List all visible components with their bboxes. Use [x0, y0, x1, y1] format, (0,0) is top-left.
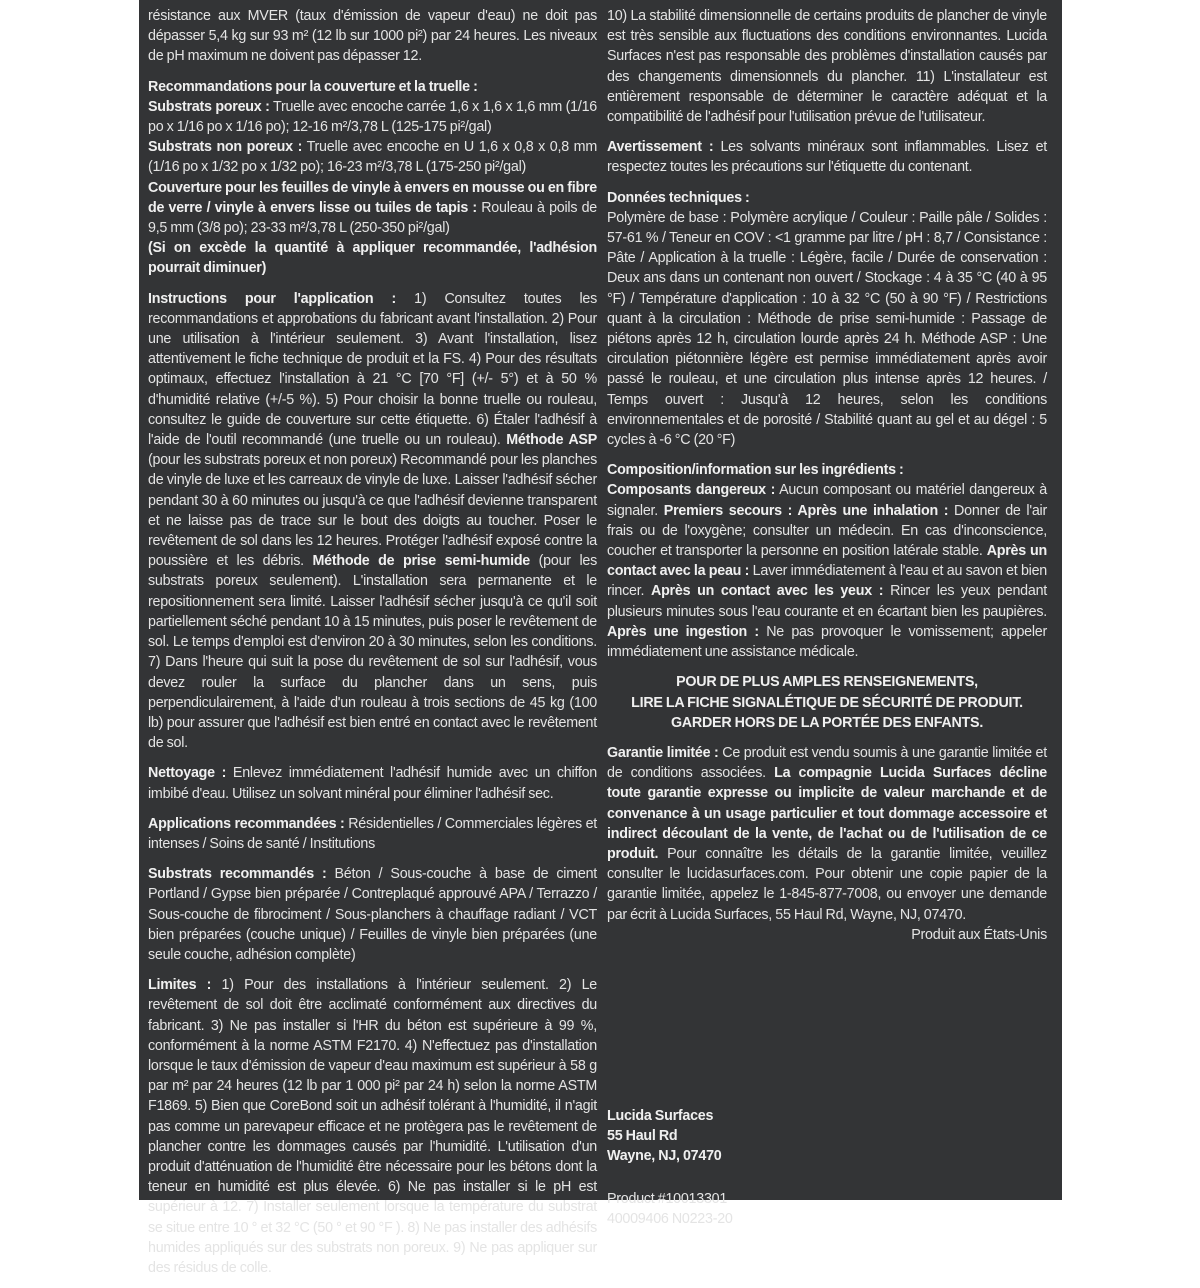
- coverage-section: [148, 77, 597, 279]
- eye-contact-text: Rincer les yeux pendant plusieurs minutes sous l'eau courante et en écartant bien les paupières.: [607, 583, 1047, 620]
- cleanup-label: Nettoyage :: [148, 765, 227, 782]
- safety-notice: [607, 672, 1047, 733]
- tech-data-text: Polymère de base : Polymère acrylique / Couleur : Paille pâle / Solides : 57-61 % / Teneur en COV : <1 gramme par litre / pH : 8,7 / Consistance : Pâte / Application à la truelle : Légère, facile / Durée de conservation : Deux ans dans un contenant non ouvert / Stockage : 4 à 35 °C (40 à 95 °F) / Température d'application : 10 à 32 °C (50 à 90 °F) / Restrictions quant à la circulation : Méthode de prise semi-humide : Passage de piétons après 12 h, circulation lourde après 24 h. Méthode ASP : Une circulation piétonnière légère est permise immédiatement après avoir passé le rouleau, et une circulation plus intense après 12 heures. / Temps ouvert : Jusqu'à 12 heures, selon les conditions environnementales et de porosité / Stabilité quant au gel et au dégel : 5 cycles à -6 °C (20 °F): [607, 209, 1047, 449]
- dangerous-text: Aucun composant ou matériel dangereux à signaler.: [607, 482, 1047, 519]
- address-line-1: Lucida Surfaces: [607, 1107, 714, 1124]
- coverage-heading: Recommandations pour la couverture et la truelle :: [148, 78, 478, 95]
- left-column: [148, 6, 597, 1288]
- composition-section: [607, 460, 1047, 662]
- ingestion-text: Ne pas provoquer le vomissement; appeler immédiatement une assistance médicale.: [607, 623, 1047, 661]
- nonporous-text: Truelle avec encoche en U 1,6 x 0,8 x 0,8 mm (1/16 po x 1/32 po x 1/32 po); 16-23 m²/3,78 L (175-250 pi²/gal): [148, 139, 597, 176]
- limits-label: Limites :: [148, 977, 212, 994]
- warning-paragraph: [607, 137, 1047, 177]
- sheet-text: Rouleau à poils de 9,5 mm (3/8 po); 23-33 m²/3,78 L (250-350 pi²/gal): [148, 199, 597, 237]
- skin-contact-text: Laver immédiatement à l'eau et au savon et bien rincer.: [607, 563, 1047, 600]
- right-column: [607, 6, 1047, 1229]
- instructions-text-1: 1) Consultez toutes les recommandations et approbations du fabricant avant l'installation. 2) Pour une utilisation à l'intérieur seulement. 3) Avant l'installation, lisez attentivement le fiche technique de produit et la FS. 4) Pour des résultats optimaux, effectuez l'installation à 21 °C [70 °F] (+/- 5°) et à 50 % d'humidité relative (+/-5 %). 5) Pour choisir la bonne truelle ou rouleau, consultez le guide de couverture sur cette étiquette. 6) Étaler l'adhésif à l'aide de l'outil recommandé (une truelle ou un rouleau).: [148, 290, 598, 449]
- address-line-3: Wayne, NJ, 07470: [607, 1148, 722, 1165]
- ingestion-label: Après une ingestion :: [607, 623, 759, 640]
- sheet-paragraph: [148, 178, 597, 239]
- label-panel: [139, 0, 1062, 1276]
- intro-paragraph: résistance aux MVER (taux d'émission de vapeur d'eau) ne doit pas dépasser 5,4 kg sur 93 m² (12 lb sur 1000 pi²) par 24 heures. Les niveaux de pH maximum ne doivent pas dépasser 12.: [148, 8, 597, 65]
- product-codes: [607, 1189, 1047, 1229]
- nonporous-label: Substrats non poreux :: [148, 139, 303, 156]
- composition-paragraph: [607, 480, 1047, 662]
- applications-text: Résidentielles / Commerciales légères et intenses / Soins de santé / Institutions: [148, 815, 598, 852]
- notice-line-1: POUR DE PLUS AMPLES RENSEIGNEMENTS,: [676, 674, 978, 691]
- first-aid-label: Premiers secours : Après une inhalation :: [663, 502, 949, 519]
- applications-label: Applications recommandées :: [148, 815, 345, 832]
- warranty-label: Garantie limitée :: [607, 744, 719, 761]
- product-number: Product #10013301: [607, 1190, 728, 1207]
- warranty-text-2: Pour connaître les détails de la garantie limitée, veuillez consulter le lucidasurfaces.com. Pour obtenir une copie papier de la garantie limitée, appelez le 1-845-877-7008, ou envoyer une demande par écrit à Lucida Surfaces, 55 Haul Rd, Wayne, NJ, 07470.: [607, 845, 1047, 923]
- instructions-label: Instructions pour l'application :: [148, 290, 397, 307]
- instructions-paragraph: [148, 289, 597, 754]
- warranty-section: [607, 743, 1047, 945]
- substrates-text: Béton / Sous-couche à base de ciment Portland / Gypse bien préparée / Contreplaqué approuvé APA / Terrazzo / Sous-couche de fibrociment / Sous-planchers à chauffage radiant / VCT bien préparées (couche unique) / Feuilles de vinyle bien préparées (une seule couche, adhésion complète): [148, 866, 597, 963]
- warning-label: Avertissement :: [607, 139, 714, 156]
- instructions-text-2: (pour les substrats poreux et non poreux) Recommandé pour les planches de vinyle de luxe et les carreaux de vinyle de luxe. Laisser l'adhésif sécher pendant 30 à 60 minutes ou jusqu'à ce que l'adhésif devienne transparent et ne laisse pas de trace sur le bout des doigts au toucher. Poser le revêtement de sol dans les 12 heures. Protéger l'adhésif exposé contre la poussière et les débris.: [148, 452, 597, 570]
- batch-code: 40009406 N0223-20: [607, 1210, 733, 1227]
- cleanup-paragraph: [148, 763, 597, 803]
- notice-line-2: LIRE LA FICHE SIGNALÉTIQUE DE SÉCURITÉ DE PRODUIT.: [631, 694, 1023, 711]
- substrates-paragraph: [148, 864, 597, 965]
- sheet-label: Couverture pour les feuilles de vinyle à envers en mousse ou en fibre de verre / vinyle à envers lisse ou tuiles de tapis :: [148, 179, 597, 216]
- warranty-disclaimer: La compagnie Lucida Surfaces décline toute garantie expresse ou implicite de valeur marchande et de convenance à un usage particulier et tout dommage accessoire et indirect découlant de la vente, de l'achat ou de l'utilisation de ce produit.: [607, 765, 1047, 862]
- first-aid-text: Donner de l'air frais ou de l'oxygène; consulter un médecin. En cas d'inconscience, coucher et transporter la personne en position latérale stable.: [607, 502, 1047, 560]
- porous-paragraph: [148, 97, 597, 137]
- cleanup-text: Enlevez immédiatement l'adhésif humide avec un chiffon imbibé d'eau. Utilisez un solvant minéral pour éliminer l'adhésif sec.: [148, 765, 597, 802]
- porous-text: Truelle avec encoche carrée 1,6 x 1,6 x 1,6 mm (1/16 po x 1/16 po x 1/16 po); 12-16 m²/3,78 L (125-175 pi²/gal): [148, 98, 597, 136]
- tech-data-section: [607, 188, 1047, 451]
- limits-continued-paragraph: 10) La stabilité dimensionnelle de certains produits de plancher de vinyle est très sensible aux fluctuations des conditions environnantes. Lucida Surfaces n'est pas responsable des problèmes d'installation causés par des changements dimensionnels du plancher. 11) L'installateur est entièrement responsable de déterminer le caractère adéquat et la compatibilité de l'adhésif pour l'utilisation prévue de l'utilisateur.: [607, 8, 1047, 126]
- warning-text: Les solvants minéraux sont inflammables. Lisez et respectez toutes les précautions sur l'étiquette du contenant.: [607, 139, 1047, 176]
- limits-text: 1) Pour des installations à l'intérieur seulement. 2) Le revêtement de sol doit être acclimaté conformément aux directives du fabricant. 3) Ne pas installer si l'HR du béton est supérieure à 99 %, conformément à la norme ASTM F2170. 4) N'effectuez pas d'installation lorsque le taux d'émission de vapeur d'eau maximum est supérieur à 58 g par m² par 24 heures (12 lb par 1 000 pi² par 24 h) selon la norme ASTM F1869. 5) Bien que CoreBond soit un adhésif tolérant à l'humidité, il n'agit pas comme un parevapeur efficace et ne protègera pas le revêtement de plancher contre les dommages causés par l'humidité. L'utilisation d'un produit d'atténuation de l'humidité être nécessaire pour les bétons dont la teneur en humidité est plus élevée. 6) Ne pas installer si le pH est supérieur à 12. 7) Installer seulement lorsque la température du substrat se situe entre 10 ° et 32 °C (50 ° et 90 °F ). 8) Ne pas installer des adhésifs humides appliqués sur des substrats non poreux. 9) Ne pas appliquer sur des résidus de colle.: [148, 977, 597, 1276]
- nonporous-paragraph: [148, 137, 597, 177]
- semi-wet-method-label: Méthode de prise semi-humide: [312, 553, 531, 570]
- porous-label: Substrats poreux :: [148, 98, 270, 115]
- tech-data-heading: Données techniques :: [607, 189, 750, 206]
- asp-method-label: Méthode ASP: [506, 432, 597, 449]
- company-address: [607, 1106, 1047, 1167]
- warranty-paragraph: [607, 743, 1047, 925]
- composition-heading: Composition/information sur les ingrédients :: [607, 462, 904, 479]
- dangerous-label: Composants dangereux :: [607, 482, 776, 499]
- applications-paragraph: [148, 814, 597, 854]
- limits-paragraph: [148, 975, 597, 1278]
- address-line-2: 55 Haul Rd: [607, 1128, 678, 1145]
- instructions-text-3: (pour les substrats poreux seulement). L'installation sera permanente et le repositionnement sera limité. Laisser l'adhésif sécher jusqu'à ce qu'il soit partiellement séché pendant 10 à 15 minutes, puis poser le revêtement de sol. Le temps d'emploi est d'environ 20 à 30 minutes, selon les conditions. 7) Dans l'heure qui suit la pose du revêtement de sol sur l'adhésif, vous devez rouler la surface du plancher dans un sens, puis perpendiculairement, à l'aide d'un rouleau à trois sections de 45 kg (100 lb) pour assurer que l'adhésif est bien entré en contact avec le revêtement de sol.: [148, 553, 597, 752]
- origin-text: Produit aux États-Unis: [911, 926, 1047, 943]
- notice-line-3: GARDER HORS DE LA PORTÉE DES ENFANTS.: [670, 714, 984, 731]
- warranty-text-1: Ce produit est vendu soumis à une garantie limitée et de conditions associées.: [607, 744, 1047, 782]
- substrates-label: Substrats recommandés :: [148, 866, 327, 883]
- coverage-note: (Si on excède la quantité à appliquer recommandée, l'adhésion pourrait diminuer): [148, 240, 597, 277]
- skin-contact-label: Après un contact avec la peau :: [607, 543, 1047, 580]
- eye-contact-label: Après un contact avec les yeux :: [651, 583, 884, 600]
